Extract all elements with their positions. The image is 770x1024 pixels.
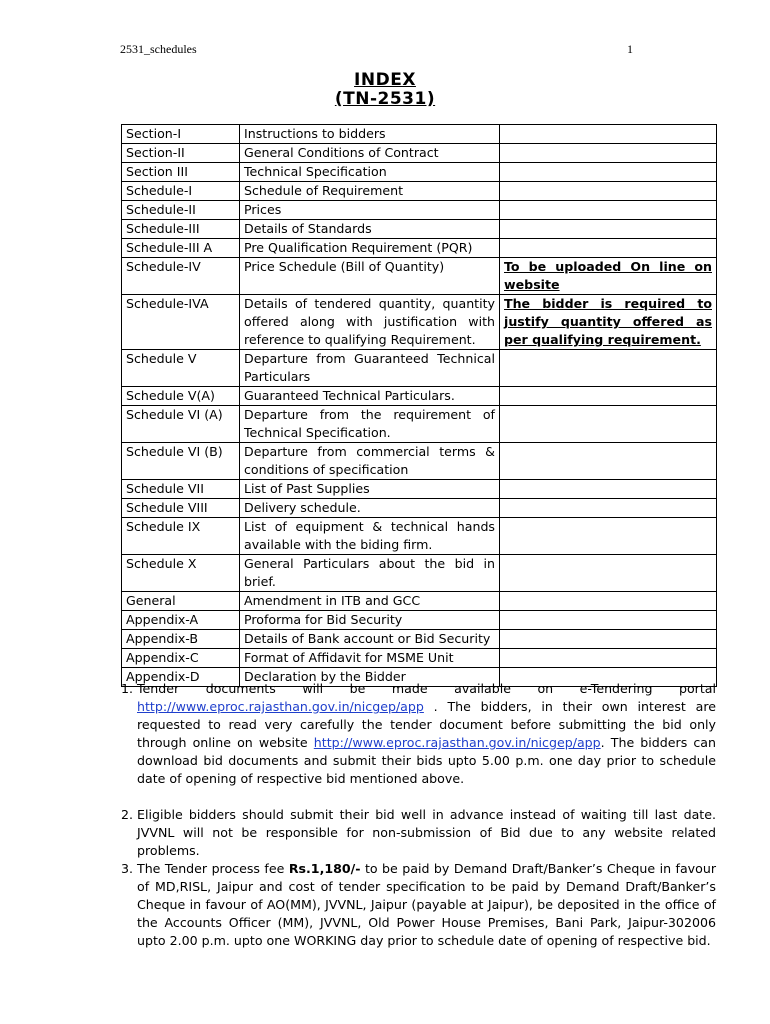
index-description-cell: Technical Specification	[240, 163, 500, 182]
index-row	[122, 125, 717, 144]
index-description-cell: Details of Standards	[240, 220, 500, 239]
index-note-cell	[500, 499, 717, 518]
index-row	[122, 350, 717, 387]
index-description-cell: Format of Affidavit for MSME Unit	[240, 649, 500, 668]
note-item-2	[137, 806, 716, 860]
index-note-cell	[500, 182, 717, 201]
index-note-cell	[500, 163, 717, 182]
index-section-cell: Schedule IX	[122, 518, 240, 555]
index-description-cell: Schedule of Requirement	[240, 182, 500, 201]
index-description-cell: Price Schedule (Bill of Quantity)	[240, 258, 500, 295]
index-note-cell	[500, 406, 717, 443]
note-1-text-c: . The bidders can download bid documents and submit their bids upto 5.00 p.m. one day prior to schedule date of opening of respective bid mentioned above.	[137, 735, 716, 786]
index-note-cell: The bidder is required to justify quantity offered as per qualifying requirement.	[500, 295, 717, 350]
index-note-cell	[500, 611, 717, 630]
index-row	[122, 592, 717, 611]
index-row	[122, 611, 717, 630]
index-row	[122, 295, 717, 350]
index-section-cell: Schedule-IV	[122, 258, 240, 295]
index-section-cell: Schedule X	[122, 555, 240, 592]
index-row	[122, 480, 717, 499]
index-row	[122, 239, 717, 258]
index-note-cell	[500, 239, 717, 258]
index-description-cell: Amendment in ITB and GCC	[240, 592, 500, 611]
note-item-3	[137, 860, 716, 950]
index-description-cell: Departure from commercial terms & conditions of specification	[240, 443, 500, 480]
index-note-cell	[500, 144, 717, 163]
index-description-cell: Guaranteed Technical Particulars.	[240, 387, 500, 406]
index-row	[122, 518, 717, 555]
header-filename: 2531_schedules	[120, 42, 197, 56]
index-description-cell: General Conditions of Contract	[240, 144, 500, 163]
index-description-cell: Departure from Guaranteed Technical Particulars	[240, 350, 500, 387]
index-note-cell	[500, 125, 717, 144]
index-description-cell: Pre Qualification Requirement (PQR)	[240, 239, 500, 258]
index-section-cell: Schedule V(A)	[122, 387, 240, 406]
index-note-cell: To be uploaded On line on website	[500, 258, 717, 295]
index-section-cell: Schedule V	[122, 350, 240, 387]
note-3-text-b: to be paid by Demand Draft/Banker’s Cheque in favour of MD,RISL, Jaipur and cost of tender specification to be paid by Demand Draft/Banker’s Cheque in favour of AO(MM), JVVNL, Jaipur (payable at Jaipur), be deposited in the office of the Accounts Officer (MM), JVVNL, Old Power House Premises, Bani Park, Jaipur-302006 upto 2.00 p.m. upto one WORKING day prior to schedule date of opening of respective bid.	[137, 861, 716, 948]
index-section-cell: Section-II	[122, 144, 240, 163]
index-description-cell: General Particulars about the bid in brief.	[240, 555, 500, 592]
index-table-body	[122, 125, 717, 687]
index-description-cell: Declaration by the Bidder	[240, 668, 500, 687]
index-row	[122, 630, 717, 649]
index-table	[121, 124, 717, 687]
eproc-portal-link-1[interactable]: http://www.eproc.rajasthan.gov.in/nicgep/app	[137, 699, 424, 714]
index-row	[122, 387, 717, 406]
index-row	[122, 649, 717, 668]
index-section-cell: Schedule VI (A)	[122, 406, 240, 443]
index-note-cell	[500, 592, 717, 611]
index-section-cell: Appendix-A	[122, 611, 240, 630]
index-section-cell: Schedule VIII	[122, 499, 240, 518]
index-row	[122, 220, 717, 239]
index-row	[122, 406, 717, 443]
index-description-cell: Prices	[240, 201, 500, 220]
index-row	[122, 499, 717, 518]
index-section-cell: Schedule VI (B)	[122, 443, 240, 480]
index-section-cell: Appendix-D	[122, 668, 240, 687]
tender-number-title: (TN-2531)	[334, 89, 436, 109]
index-section-cell: Schedule-III A	[122, 239, 240, 258]
index-section-cell: Section-I	[122, 125, 240, 144]
index-section-cell: Schedule-I	[122, 182, 240, 201]
header-page-number: 1	[627, 42, 633, 56]
eproc-portal-link-2[interactable]: http://www.eproc.rajasthan.gov.in/nicgep/app	[313, 735, 601, 750]
index-row	[122, 182, 717, 201]
tender-fee-amount: Rs.1,180/-	[288, 861, 361, 876]
index-description-cell: Details of tendered quantity, quantity offered along with justification with reference to qualifying Requirement.	[240, 295, 500, 350]
index-row	[122, 555, 717, 592]
index-description-cell: Delivery schedule.	[240, 499, 500, 518]
index-description-cell: List of equipment & technical hands available with the biding firm.	[240, 518, 500, 555]
index-title: INDEX	[354, 70, 416, 90]
index-row	[122, 163, 717, 182]
index-description-cell: Proforma for Bid Security	[240, 611, 500, 630]
index-description-cell: List of Past Supplies	[240, 480, 500, 499]
index-note-cell	[500, 350, 717, 387]
index-note-cell	[500, 630, 717, 649]
index-note-cell	[500, 555, 717, 592]
index-section-cell: Appendix-C	[122, 649, 240, 668]
index-section-cell: Section III	[122, 163, 240, 182]
index-section-cell: Schedule VII	[122, 480, 240, 499]
index-note-cell	[500, 220, 717, 239]
note-1-text-a: Tender documents will be made available on e-Tendering portal	[137, 681, 716, 696]
index-description-cell: Details of Bank account or Bid Security	[240, 630, 500, 649]
note-2-text: Eligible bidders should submit their bid well in advance instead of waiting till last date. JVVNL will not be responsible for non-submission of Bid due to any website related problems.	[137, 807, 716, 858]
index-section-cell: Schedule-II	[122, 201, 240, 220]
index-section-cell: General	[122, 592, 240, 611]
index-row	[122, 144, 717, 163]
notes-list	[118, 680, 716, 950]
index-section-cell: Schedule-III	[122, 220, 240, 239]
index-note-cell	[500, 649, 717, 668]
index-note-cell	[500, 518, 717, 555]
index-section-cell: Schedule-IVA	[122, 295, 240, 350]
index-description-cell: Instructions to bidders	[240, 125, 500, 144]
note-1-text-b: . The bidders, in their own interest are requested to read very carefully the tender document before submitting the bid only through online on website	[137, 699, 716, 750]
index-row	[122, 201, 717, 220]
index-note-cell	[500, 201, 717, 220]
index-row	[122, 443, 717, 480]
index-row	[122, 258, 717, 295]
index-note-cell	[500, 387, 717, 406]
note-3-text-a: The Tender process fee	[137, 861, 289, 876]
index-note-cell	[500, 443, 717, 480]
index-note-cell	[500, 480, 717, 499]
index-description-cell: Departure from the requirement of Technical Specification.	[240, 406, 500, 443]
note-item-1	[137, 680, 716, 788]
index-section-cell: Appendix-B	[122, 630, 240, 649]
